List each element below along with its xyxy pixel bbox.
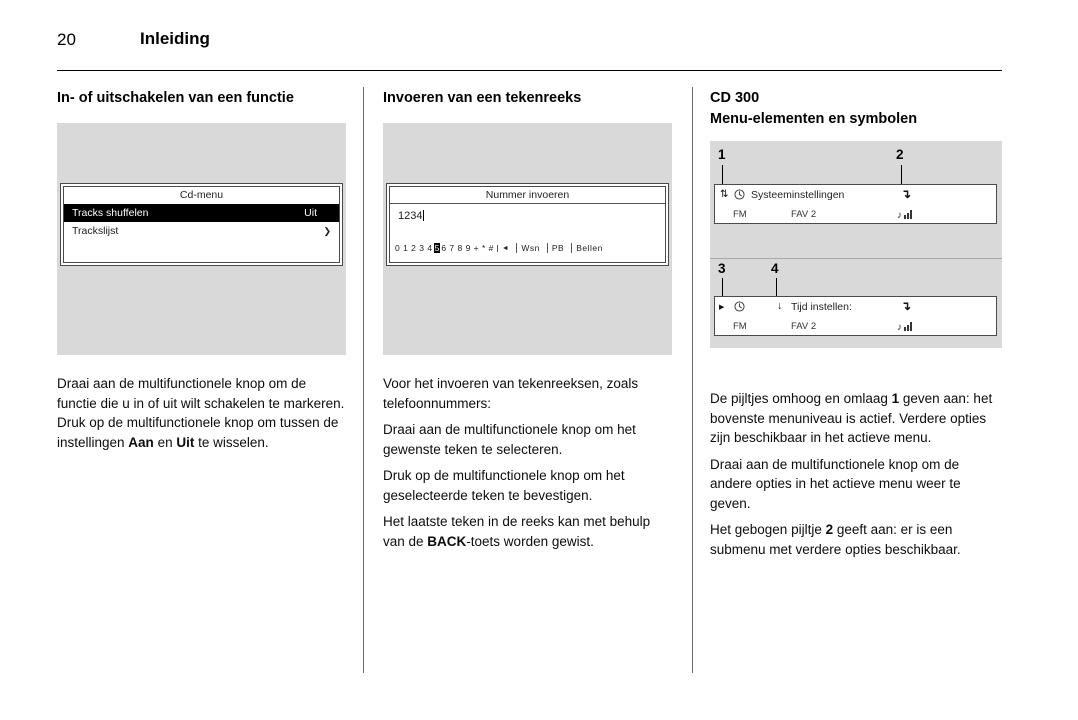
text-cursor [423, 210, 424, 221]
figure-separator [710, 258, 1002, 259]
note-icon: ♪ [897, 322, 902, 333]
submenu-curved-arrow-icon: ↴ [901, 187, 912, 201]
paragraph: Het gebogen pijltje 2 geeft aan: er is een submenu met verdere opties beschikbaar. [710, 522, 961, 557]
display-frame [60, 183, 343, 266]
paragraph: Draai aan de multifunctionele knop om de functie die u in of uit wilt schakelen te markeren. Druk op de multifunctionele knop om tussen de instellingen Aan en Uit te wisselen. [57, 376, 345, 450]
display-frame [386, 183, 669, 266]
display-menu-row [715, 297, 996, 319]
signal-bars-icon [903, 210, 912, 221]
body-text [710, 389, 1002, 559]
paragraph: Draai aan de multifunctionele knop om het gewenste teken te selecteren. [383, 422, 636, 457]
paragraph: Draai aan de multifunctionele knop om de andere opties in het actieve menu weer te geven. [710, 456, 961, 511]
band-label: FM [733, 321, 747, 332]
column-divider-1 [363, 87, 364, 673]
chapter-title: Inleiding [140, 29, 210, 48]
clock-icon [734, 301, 745, 312]
display-status-row [715, 207, 996, 223]
menu-item-label: Tijd instellen: [791, 301, 852, 313]
display-status-row [715, 319, 996, 335]
chars-left: 0 1 2 3 4 [395, 243, 433, 253]
note-icon: ♪ [897, 210, 902, 221]
clock-icon [734, 189, 745, 200]
column-enter-string [383, 88, 672, 558]
menu-row-label: Trackslijst [72, 225, 119, 237]
audio-signal-icon [897, 207, 912, 221]
menu-row-trackslijst [64, 222, 339, 240]
body-text [383, 374, 672, 551]
paragraph: De pijltjes omhoog en omlaag 1 geven aan: het bovenste menuniveau is actief. Verdere opties zijn beschikbaar in het actieve menu. [710, 391, 993, 445]
section-heading-model: CD 300 [710, 90, 760, 106]
down-arrow-icon: ↓ [777, 300, 783, 312]
signal-bars-icon [903, 322, 912, 333]
paragraph: Druk op de multifunctionele knop om het geselecteerde teken te bevestigen. [383, 468, 625, 503]
callout-1: 1 [718, 147, 726, 162]
pb-key: PB [547, 243, 568, 253]
wsn-key: Wsn [516, 243, 544, 253]
menu-item-label: Systeeminstellingen [751, 189, 845, 201]
display-tijd-instellen [714, 296, 997, 336]
display-menu-row [715, 185, 996, 207]
figure-cd300-menu-elements [710, 141, 1002, 348]
menu-row-tracks-shuffelen [64, 204, 339, 222]
right-arrow-icon: ▶ [719, 304, 725, 311]
favorite-label: FAV 2 [791, 209, 817, 220]
callout-line-3 [722, 278, 723, 296]
section-heading: Menu-elementen en symbolen [710, 111, 918, 127]
figure-nummer-invoeren [383, 123, 672, 355]
callout-3: 3 [718, 261, 726, 276]
character-selector-row [395, 243, 661, 253]
chevron-right-icon: ❯ [323, 225, 331, 236]
display-screen [389, 186, 666, 263]
section-heading: In- of uitschakelen van een functie [57, 90, 294, 106]
column-toggle-function [57, 88, 346, 459]
column-cd300-symbols [710, 88, 1002, 566]
band-label: FM [733, 209, 747, 220]
display-systeeminstellingen [714, 184, 997, 224]
figure-cd-menu [57, 123, 346, 355]
callout-line-4 [776, 278, 777, 296]
header-rule [57, 70, 1002, 71]
display-title: Cd-menu [179, 189, 224, 201]
section-heading: Invoeren van een tekenreeks [383, 90, 582, 106]
body-text [57, 374, 346, 452]
audio-signal-icon [897, 319, 912, 333]
favorite-label: FAV 2 [791, 321, 817, 332]
number-input-value: 1234 [398, 210, 423, 222]
callout-line-2 [901, 165, 902, 184]
paragraph: Het laatste teken in de reeks kan met behulp van de BACK-toets worden gewist. [383, 514, 651, 549]
column-divider-2 [692, 87, 693, 673]
submenu-curved-arrow-icon: ↴ [901, 299, 912, 313]
up-down-arrows-icon: ⇅ [720, 189, 729, 200]
page-number: 20 [57, 30, 76, 49]
cursor-left-key: ◄ [497, 245, 513, 252]
callout-2: 2 [896, 147, 904, 162]
display-title: Nummer invoeren [390, 187, 665, 204]
callout-4: 4 [771, 261, 779, 276]
chars-right: 6 7 8 9 + * # [441, 243, 494, 253]
display-screen [63, 186, 340, 263]
callout-line-1 [722, 165, 723, 184]
selected-char: 5 [434, 243, 440, 253]
bellen-key: Bellen [571, 243, 607, 253]
menu-row-value: Uit [304, 207, 317, 219]
menu-row-label: Tracks shuffelen [72, 207, 149, 219]
paragraph: Voor het invoeren van tekenreeksen, zoals telefoonnummers: [383, 376, 639, 411]
